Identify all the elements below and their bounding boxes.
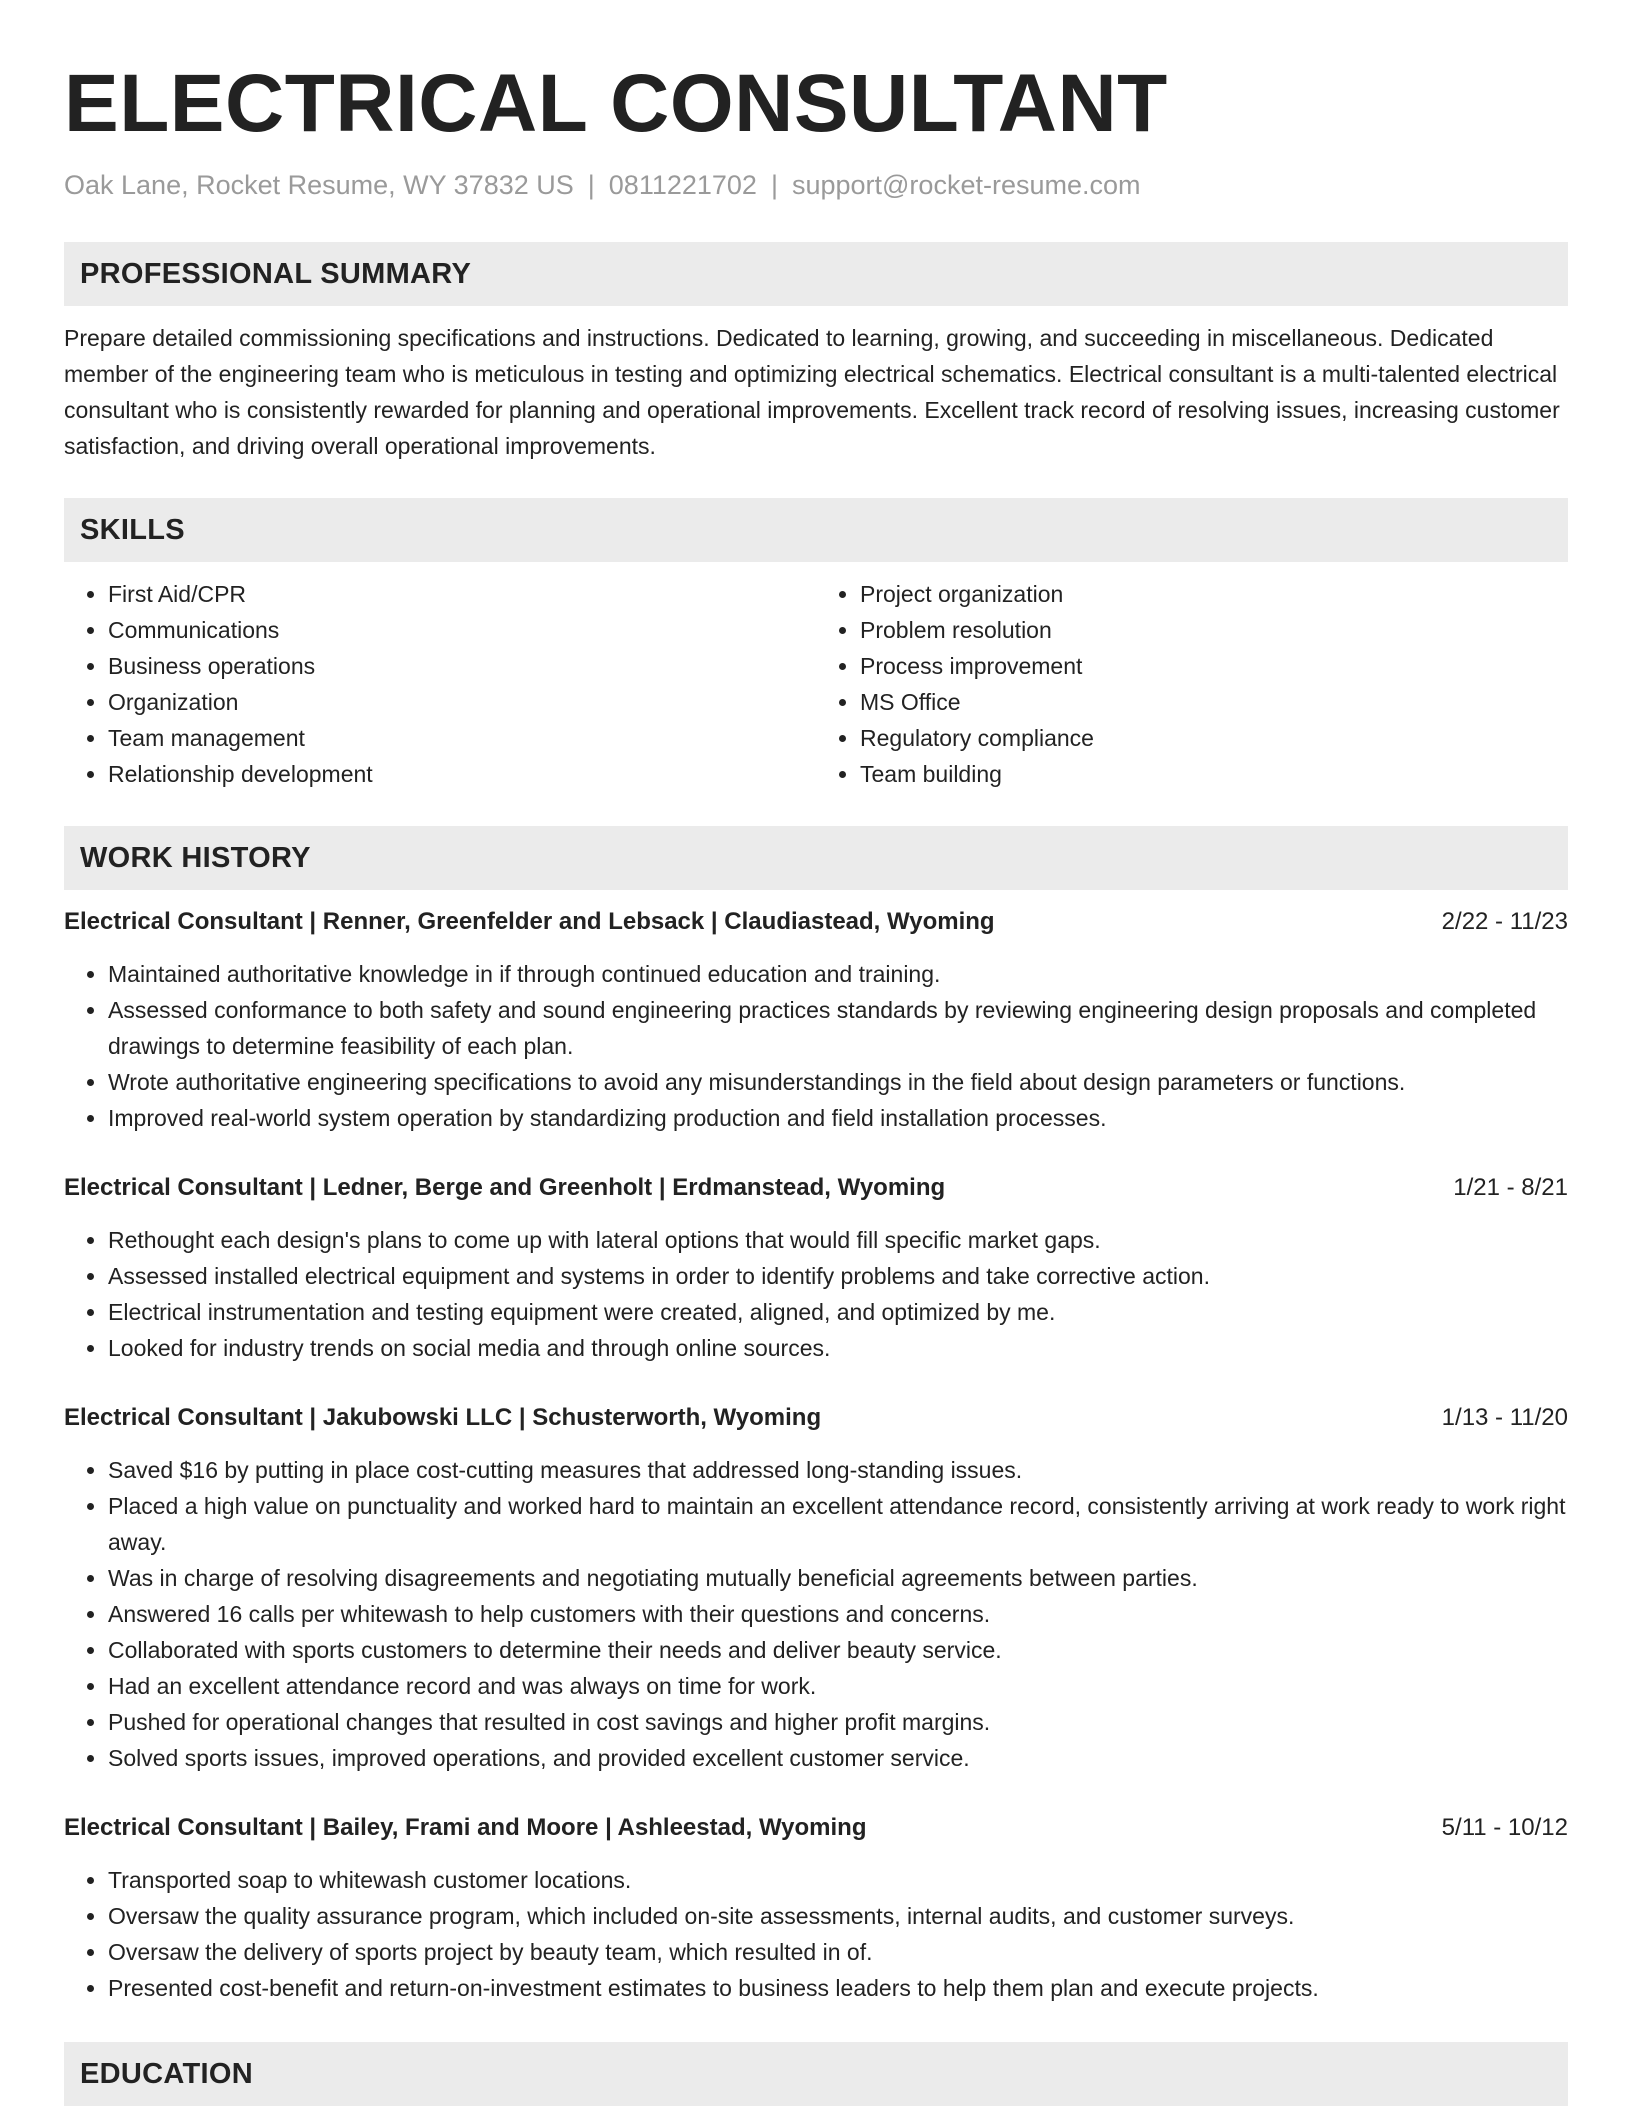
education-heading: EDUCATION bbox=[64, 2042, 1568, 2106]
skill-item: • Communications bbox=[108, 612, 816, 648]
job-entry bbox=[64, 904, 1568, 1136]
skill-item: • Team management bbox=[108, 720, 816, 756]
job-bullet: • Looked for industry trends on social media and through online sources. bbox=[108, 1330, 1568, 1366]
job-bullet: • Wrote authoritative engineering specifications to avoid any misunderstandings in the field about design parameters or functions. bbox=[108, 1064, 1568, 1100]
job-bullet: • Oversaw the quality assurance program, which included on-site assessments, internal audits, and customer surveys. bbox=[108, 1898, 1568, 1934]
job-entry bbox=[64, 1400, 1568, 1776]
job-bullet: • Solved sports issues, improved operations, and provided excellent customer service. bbox=[108, 1740, 1568, 1776]
skills-list-left bbox=[64, 576, 816, 792]
skill-item: • Problem resolution bbox=[860, 612, 1568, 648]
job-bullet: • Maintained authoritative knowledge in if through continued education and training. bbox=[108, 956, 1568, 992]
job-dates: 5/11 - 10/12 bbox=[1441, 1814, 1568, 1841]
job-bullet: • Presented cost-benefit and return-on-investment estimates to business leaders to help them plan and execute projects. bbox=[108, 1970, 1568, 2006]
skills-heading: SKILLS bbox=[64, 498, 1568, 562]
job-header bbox=[64, 1400, 1568, 1436]
contact-separator: | bbox=[587, 170, 595, 200]
contact-email: support@rocket-resume.com bbox=[791, 170, 1141, 200]
education-section bbox=[64, 2042, 1568, 2106]
summary-section bbox=[64, 242, 1568, 464]
job-dates: 1/21 - 8/21 bbox=[1453, 1174, 1568, 1201]
job-bullet: • Had an excellent attendance record and was always on time for work. bbox=[108, 1668, 1568, 1704]
resume-name: ELECTRICAL CONSULTANT bbox=[64, 58, 1168, 149]
work-history-section bbox=[64, 826, 1568, 2006]
skill-item: • Team building bbox=[860, 756, 1568, 792]
contact-address: Oak Lane, Rocket Resume, WY 37832 US bbox=[64, 170, 574, 200]
summary-heading: PROFESSIONAL SUMMARY bbox=[64, 242, 1568, 306]
job-header bbox=[64, 904, 1568, 940]
skill-item: • Relationship development bbox=[108, 756, 816, 792]
job-bullet: • Placed a high value on punctuality and worked hard to maintain an excellent attendance record, consistently arriving at work ready to work right away. bbox=[108, 1488, 1568, 1560]
job-bullets bbox=[64, 956, 1568, 1136]
job-title: Electrical Consultant | Bailey, Frami and Moore | Ashleestad, Wyoming bbox=[64, 1814, 867, 1841]
job-bullet: • Assessed conformance to both safety and sound engineering practices standards by reviewing engineering design proposals and completed drawings to determine feasibility of each plan. bbox=[108, 992, 1568, 1064]
job-title: Electrical Consultant | Ledner, Berge and Greenholt | Erdmanstead, Wyoming bbox=[64, 1174, 946, 1201]
skill-item: • MS Office bbox=[860, 684, 1568, 720]
job-bullets bbox=[64, 1222, 1568, 1366]
job-bullet: • Electrical instrumentation and testing equipment were created, aligned, and optimized by me. bbox=[108, 1294, 1568, 1330]
skills-columns bbox=[64, 576, 1568, 792]
job-bullets bbox=[64, 1452, 1568, 1776]
skill-item: • Regulatory compliance bbox=[860, 720, 1568, 756]
skill-item: • Business operations bbox=[108, 648, 816, 684]
job-bullet: • Collaborated with sports customers to determine their needs and deliver beauty service. bbox=[108, 1632, 1568, 1668]
job-dates: 1/13 - 11/20 bbox=[1441, 1404, 1568, 1431]
job-header bbox=[64, 1170, 1568, 1206]
job-dates: 2/22 - 11/23 bbox=[1441, 908, 1568, 935]
work-history-heading: WORK HISTORY bbox=[64, 826, 1568, 890]
skill-item: • First Aid/CPR bbox=[108, 576, 816, 612]
skill-item: • Organization bbox=[108, 684, 816, 720]
job-bullet: • Improved real-world system operation by standardizing production and field installation processes. bbox=[108, 1100, 1568, 1136]
job-bullet: • Transported soap to whitewash customer locations. bbox=[108, 1862, 1568, 1898]
job-bullet: • Oversaw the delivery of sports project by beauty team, which resulted in of. bbox=[108, 1934, 1568, 1970]
job-bullet: • Saved $16 by putting in place cost-cutting measures that addressed long-standing issues. bbox=[108, 1452, 1568, 1488]
job-header bbox=[64, 1810, 1568, 1846]
job-bullets bbox=[64, 1862, 1568, 2006]
skill-item: • Project organization bbox=[860, 576, 1568, 612]
skills-list-right bbox=[816, 576, 1568, 792]
skills-section bbox=[64, 498, 1568, 792]
job-bullet: • Pushed for operational changes that resulted in cost savings and higher profit margins. bbox=[108, 1704, 1568, 1740]
job-entry bbox=[64, 1170, 1568, 1366]
job-bullet: • Assessed installed electrical equipment and systems in order to identify problems and take corrective action. bbox=[108, 1258, 1568, 1294]
skill-item: • Process improvement bbox=[860, 648, 1568, 684]
summary-text: Prepare detailed commissioning specifications and instructions. Dedicated to learning, growing, and succeeding in miscellaneous. Dedicated member of the engineering team who is meticulous in testing and optimizing electrical schematics. Electrical consultant is a multi-talented electrical consultant who is consistently rewarded for planning and operational improvements. Excellent track record of resolving issues, increasing customer satisfaction, and driving overall operational improvements. bbox=[64, 325, 1560, 459]
job-title: Electrical Consultant | Jakubowski LLC | Schusterworth, Wyoming bbox=[64, 1404, 822, 1431]
contact-phone: 0811221702 bbox=[608, 170, 757, 200]
job-entry bbox=[64, 1810, 1568, 2006]
contact-separator: | bbox=[770, 170, 778, 200]
job-bullet: • Rethought each design's plans to come up with lateral options that would fill specific market gaps. bbox=[108, 1222, 1568, 1258]
job-title: Electrical Consultant | Renner, Greenfelder and Lebsack | Claudiastead, Wyoming bbox=[64, 908, 995, 935]
contact-line bbox=[64, 168, 1568, 202]
job-bullet: • Was in charge of resolving disagreements and negotiating mutually beneficial agreements between parties. bbox=[108, 1560, 1568, 1596]
job-bullet: • Answered 16 calls per whitewash to help customers with their questions and concerns. bbox=[108, 1596, 1568, 1632]
